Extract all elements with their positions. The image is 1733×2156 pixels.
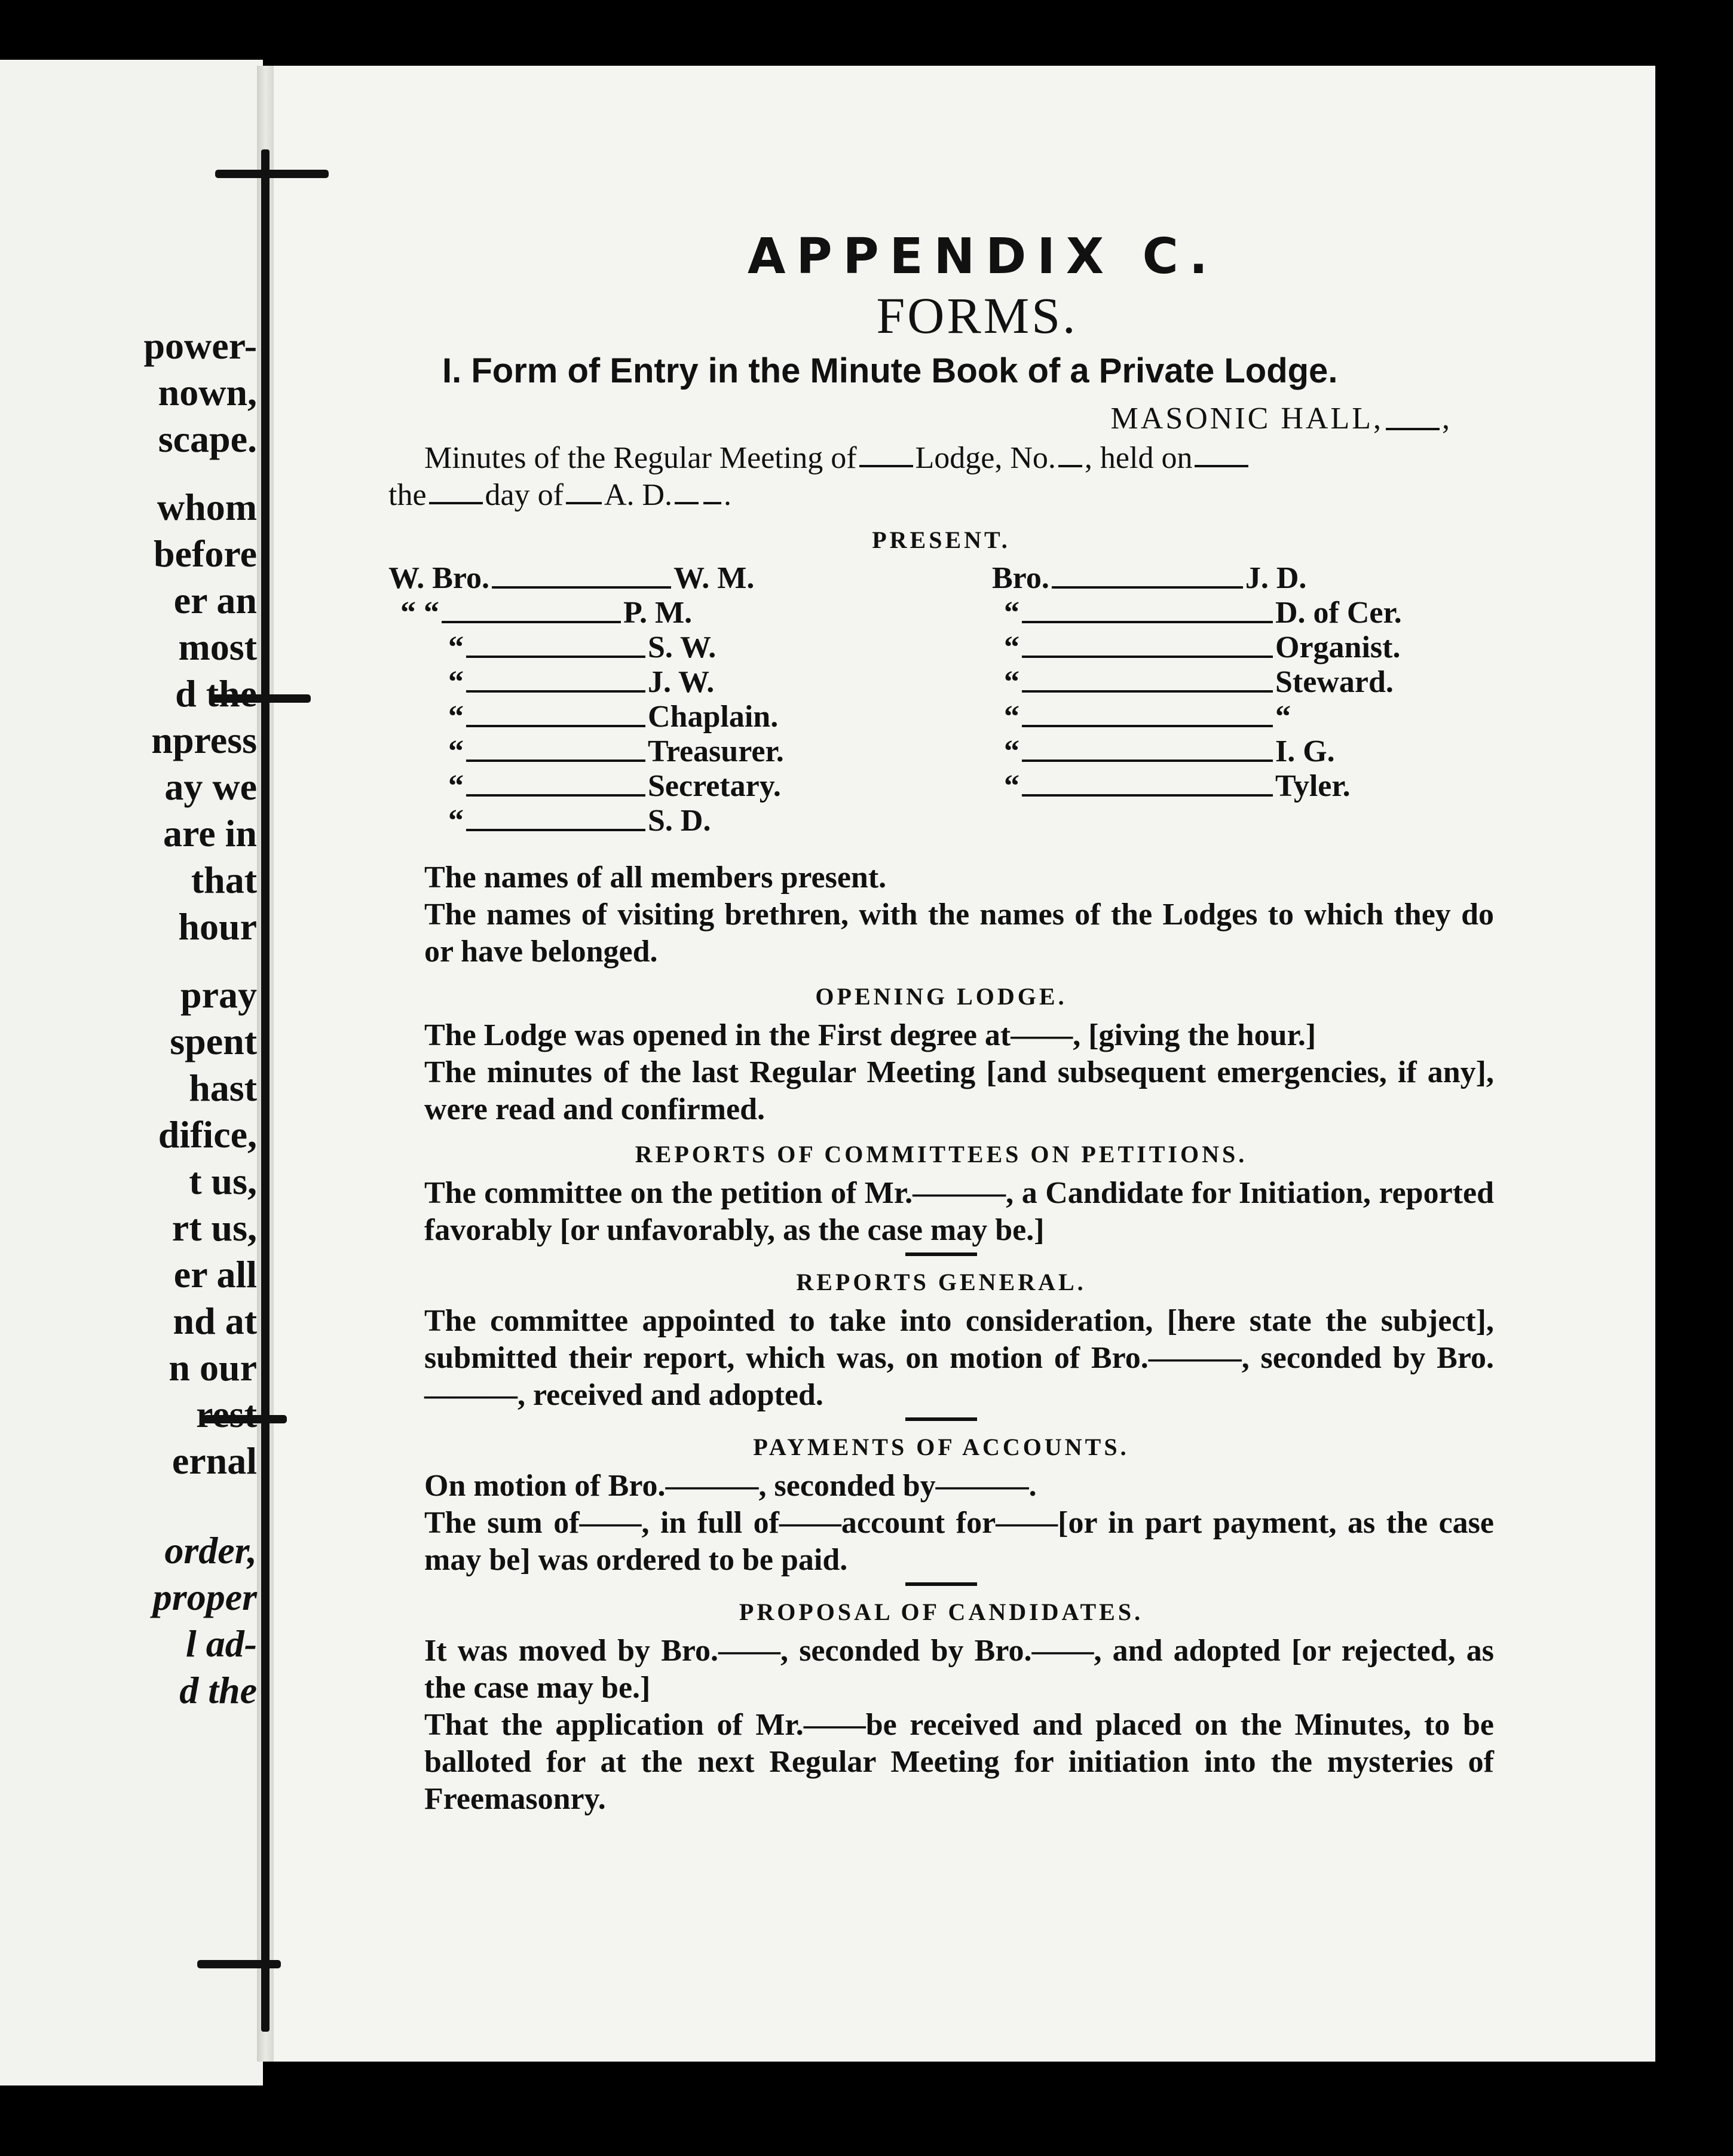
minutes-part: , held on <box>1084 441 1193 475</box>
officer-row: “ “ P. M. <box>400 596 693 630</box>
text-line: npress <box>151 719 257 761</box>
binding-spine <box>261 149 270 2032</box>
text-line: power- <box>143 324 257 367</box>
officer-row: “ Organist. <box>1004 630 1401 664</box>
text-line: pray <box>180 973 257 1016</box>
officer-row: “ I. G. <box>1004 734 1335 768</box>
text-gap <box>0 1506 257 1527</box>
masonic-hall: MASONIC HALL, , <box>1110 402 1452 436</box>
text-gap <box>0 950 257 972</box>
officer-row: “ Tyler. <box>1004 769 1351 803</box>
officer-row: “ S. W. <box>448 630 717 664</box>
officer-row: “ Secretary. <box>448 769 781 803</box>
officer-row: “ J. W. <box>448 665 715 699</box>
blank-line <box>1058 465 1082 467</box>
proposal-text-2: That the application of Mr.——be received and placed on the Minutes, to be balloted for at the next Regular Meeting for initiation into the mysteries of Freemasonry. <box>424 1708 1494 1816</box>
officer-row: Bro. J. D. <box>992 561 1307 595</box>
officers-list <box>388 561 1494 859</box>
officer-row: “ D. of Cer. <box>1004 596 1402 630</box>
minutes-part: day of <box>485 478 564 512</box>
minutes-line-2: the day of A. D. . <box>388 478 732 512</box>
reports-petitions-text: The committee on the petition of Mr.———, a Candidate for Initiation, reported favorably [or unfavorably, as the case may be.] <box>424 1176 1494 1247</box>
opening-text: The Lodge was opened in the First degree at——, [giving the hour.] <box>424 1018 1316 1052</box>
minutes-text: The minutes of the last Regular Meeting [and subsequent emergencies, if any], were read and confirmed. <box>424 1055 1494 1126</box>
text-line: difice, <box>158 1113 257 1156</box>
section-rule <box>905 1252 977 1256</box>
blank-line <box>566 502 602 504</box>
text-line: er all <box>173 1253 257 1296</box>
forms-title: FORMS. <box>876 287 1078 344</box>
text-line: er an <box>173 579 257 621</box>
blank-line <box>1195 465 1248 467</box>
proposal-heading: PROPOSAL OF CANDIDATES. <box>739 1598 1144 1625</box>
text-line: t us, <box>189 1160 257 1202</box>
text-line: that <box>191 859 257 901</box>
masonic-hall-label: MASONIC HALL, <box>1110 402 1383 436</box>
text-gap <box>0 1484 257 1506</box>
present-heading: PRESENT. <box>872 526 1011 553</box>
minutes-line <box>388 440 1494 477</box>
text-line: hour <box>178 905 257 948</box>
text-line: ay we <box>164 765 257 808</box>
text-line: order, <box>164 1529 257 1572</box>
binding-stitch <box>215 170 329 178</box>
text-line: whom <box>157 486 257 528</box>
text-line: most <box>178 626 257 668</box>
minutes-part: the <box>388 478 427 512</box>
appendix-title: APPENDIX C. <box>748 228 1218 285</box>
payments-heading: PAYMENTS OF ACCOUNTS. <box>753 1434 1129 1460</box>
officer-row: W. Bro. W. M. <box>388 561 755 595</box>
officer-row: “ S. D. <box>448 804 711 838</box>
reports-general-heading: REPORTS GENERAL. <box>796 1269 1086 1296</box>
minutes-part: A. D. <box>604 478 673 512</box>
text-line: rest <box>196 1393 257 1435</box>
text-line: are in <box>163 812 257 855</box>
text-line: d the <box>179 1669 257 1711</box>
officer-row: “ Chaplain. <box>448 700 779 734</box>
text-line: nown, <box>158 371 257 414</box>
section-rule <box>905 1417 977 1421</box>
text-line: spent <box>170 1020 257 1062</box>
blank-line <box>429 502 483 504</box>
left-page-text <box>0 323 257 1714</box>
text-line: rt us, <box>172 1206 257 1249</box>
text-line: hast <box>189 1067 257 1109</box>
text-line: scape. <box>158 418 257 460</box>
opening-heading: OPENING LODGE. <box>815 983 1067 1010</box>
text-line: nd at <box>173 1300 257 1342</box>
blank-line <box>675 502 699 504</box>
text-line: l ad- <box>185 1622 257 1665</box>
minutes-part: Lodge, No. <box>915 441 1056 475</box>
text-line: n our <box>169 1346 257 1389</box>
blank-line <box>703 502 721 504</box>
text-line: proper <box>152 1576 257 1618</box>
officer-row: “ Treasurer. <box>448 734 784 768</box>
payments-text-1: On motion of Bro.———, seconded by———. <box>424 1469 1037 1503</box>
blank-line <box>1386 428 1440 430</box>
binding-stitch <box>197 1960 281 1968</box>
form-title: I. Form of Entry in the Minute Book of a Private Lodge. <box>442 351 1338 390</box>
reports-petitions-heading: REPORTS OF COMMITTEES ON PETITIONS. <box>635 1141 1248 1168</box>
blank-line <box>859 465 913 467</box>
members-present: The names of all members present. <box>424 860 887 895</box>
text-line: before <box>154 532 257 575</box>
payments-text-2: The sum of——, in full of——account for——[or in part payment, as the case may be] was ordered to be paid. <box>424 1506 1494 1577</box>
proposal-text-1: It was moved by Bro.——, seconded by Bro.——, and adopted [or rejected, as the case may be.] <box>424 1634 1494 1705</box>
text-line: ernal <box>172 1440 257 1482</box>
officer-row: “ “ <box>1004 700 1291 734</box>
reports-general-text: The committee appointed to take into consideration, [here state the subject], submitted their report, which was, on motion of Bro.———, seconded by Bro.———, received and adopted. <box>424 1304 1494 1412</box>
minutes-part: Minutes of the Regular Meeting of <box>424 441 857 475</box>
visiting-brethren: The names of visiting brethren, with the names of the Lodges to which they do or have belonged. <box>424 898 1494 969</box>
text-line: d the <box>175 672 257 715</box>
right-page-content <box>388 227 1494 1818</box>
text-gap <box>0 463 257 484</box>
section-rule <box>905 1582 977 1586</box>
officer-row: “ Steward. <box>1004 665 1394 699</box>
